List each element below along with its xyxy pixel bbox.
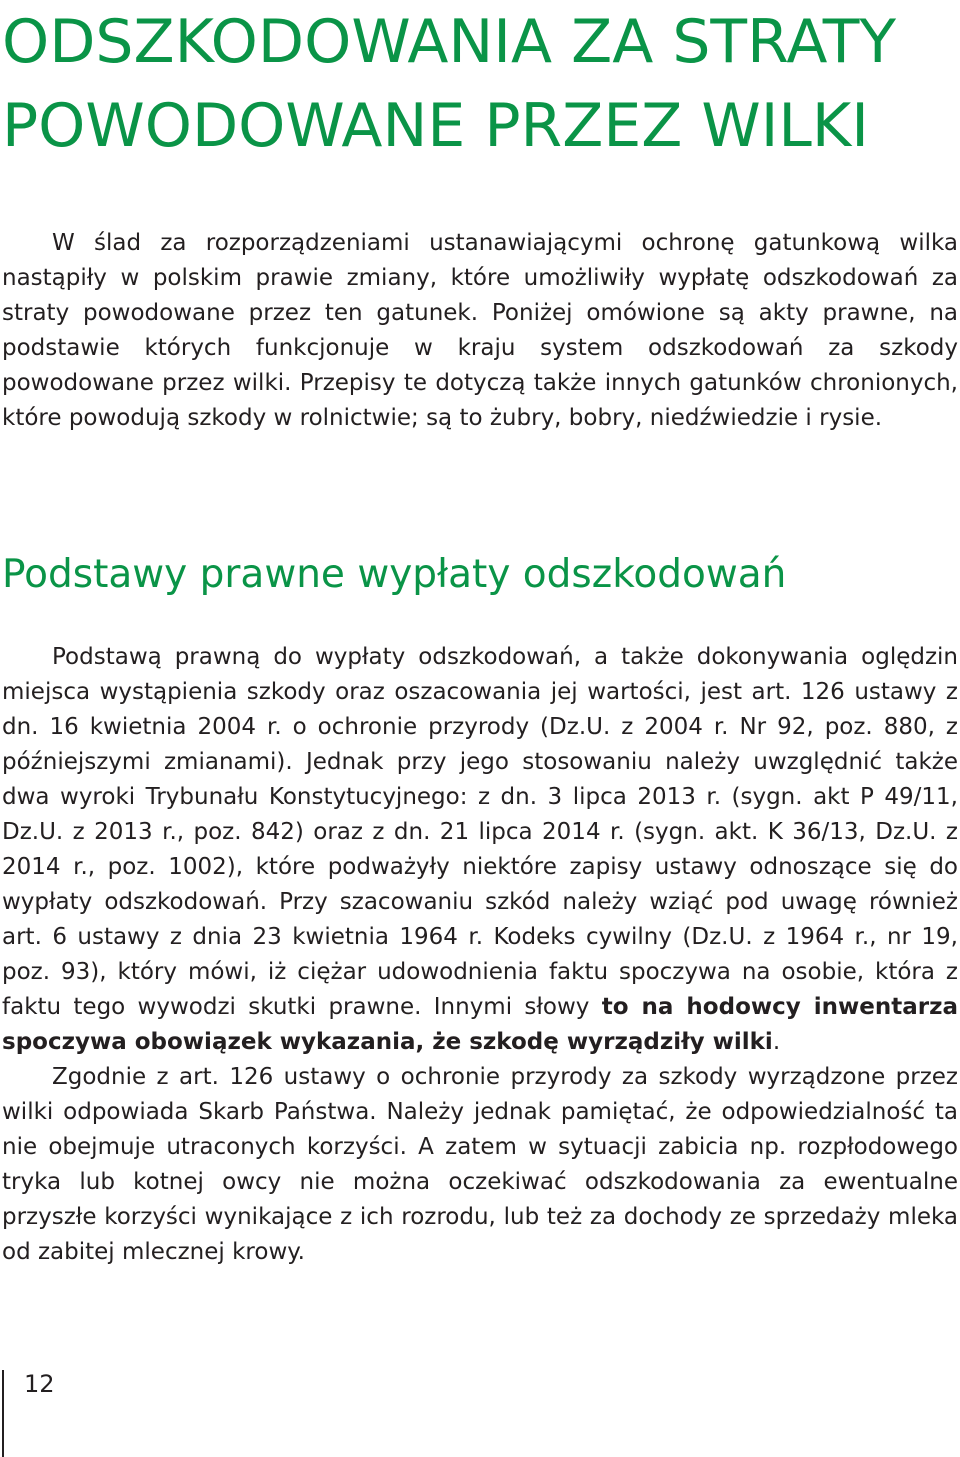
legal-basis-text: Podstawą prawną do wypłaty odszkodowań, a także dokonywania oględzin miejsca wystąpienia szkody oraz oszacowania jej wartości, jest art. 126 ustawy z dn. 16 kwietnia 2004 r. o ochronie przyrody (Dz.U. z 2004 r. Nr 92, poz. 880, z późniejszymi zmianami). Jednak przy jego stosowaniu należy uwzględnić także dwa wyroki Trybunału Konstytucyjnego: z dn. 3 lipca 2013 r. (sygn. akt P 49/11, Dz.U. z 2013 r., poz. 842) oraz z dn. 21 lipca 2014 r. (sygn. akt. K 36/13, Dz.U. z 2014 r., poz. 1002), które podważyły niektóre zapisy ustawy odnoszące się do wypłaty odszkodowań. Przy szacowaniu szkód należy wziąć pod uwagę również art. 6 ustawy z dnia 23 kwietnia 1964 r. Kodeks cywilny (Dz.U. z 1964 r., nr 19, poz. 93), który mówi, iż ciężar udowodnienia faktu spoczywa na osobie, która z faktu tego wywodzi skutki prawne. Innymi słowy: [2, 644, 958, 1020]
intro-section: [2, 226, 958, 436]
legal-basis-end: .: [772, 1029, 781, 1055]
page-title-line-2: POWODOWANE PRZEZ WILKI: [2, 91, 869, 161]
legal-basis-paragraph: [2, 640, 958, 1060]
page-title-line-1: ODSZKODOWANIA ZA STRATY: [2, 7, 897, 77]
liability-paragraph: Zgodnie z art. 126 ustawy o ochronie przyrody za szkody wyrządzone przez wilki odpowiada Skarb Państwa. Należy jednak pamiętać, że odpowiedzialność ta nie obejmuje utraconych korzyści. A zatem w sytuacji zabicia np. rozpłodowego tryka lub kotnej owcy nie można oczekiwać odszkodowania za ewentualne przyszłe korzyści wynikające z ich rozrodu, lub też za dochody ze sprzedaży mleka od zabitej mlecznej krowy.: [2, 1064, 958, 1265]
section-body: [2, 640, 958, 1270]
page-margin-rule: [2, 1370, 4, 1457]
section-heading: Podstawy prawne wypłaty odszkodowań: [2, 552, 787, 597]
legal-basis-emphasis: to na hodowcy inwentarza spoczywa obowiązek wykazania, że szkodę wyrządziły wilki: [2, 994, 958, 1055]
intro-paragraph: W ślad za rozporządzeniami ustanawiającymi ochronę gatunkową wilka nastąpiły w polskim prawie zmiany, które umożliwiły wypłatę odszkodowań za straty powodowane przez ten gatunek. Poniżej omówione są akty prawne, na podstawie których funkcjonuje w kraju system odszkodowań za szkody powodowane przez wilki. Przepisy te dotyczą także innych gatunków chronionych, które powodują szkody w rolnictwie; są to żubry, bobry, niedźwiedzie i rysie.: [2, 230, 958, 431]
page-title: [2, 0, 952, 168]
page-number: 12: [24, 1370, 55, 1398]
